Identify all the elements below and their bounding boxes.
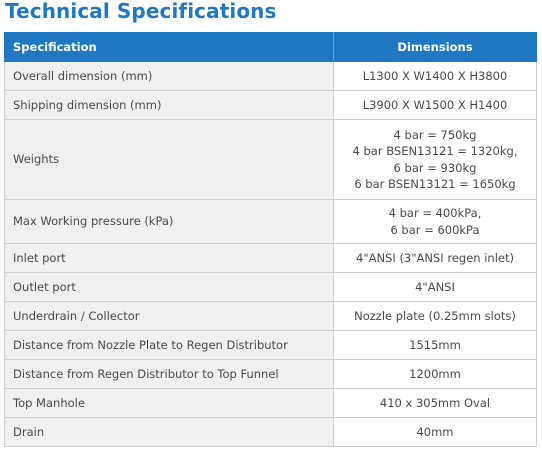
table-row — [5, 62, 537, 91]
row-label: Weights — [5, 120, 334, 200]
value-line: 6 bar = 600kPa — [390, 222, 480, 237]
row-label: Shipping dimension (mm) — [5, 91, 334, 120]
row-label: Overall dimension (mm) — [5, 62, 334, 91]
row-value — [334, 200, 537, 244]
value-line: 6 bar = 930kg — [393, 160, 477, 175]
value-line: 4 bar = 400kPa, — [388, 206, 482, 220]
row-label: Outlet port — [5, 273, 334, 302]
row-label: Underdrain / Collector — [5, 302, 334, 331]
table-row — [5, 360, 537, 389]
row-value — [334, 120, 537, 200]
value-line: L1300 X W1400 X H3800 — [362, 68, 508, 83]
table-row — [5, 273, 537, 302]
table-row — [5, 331, 537, 360]
table-row — [5, 200, 537, 244]
row-value — [334, 91, 537, 120]
value-line: 410 x 305mm Oval — [379, 395, 491, 410]
table-row — [5, 244, 537, 273]
header-specification: Specification — [5, 33, 334, 62]
value-line: 4"ANSI — [415, 279, 455, 294]
value-line: 1200mm — [409, 366, 461, 381]
value-line: 1515mm — [409, 337, 461, 352]
value-line: 4 bar = 750kg — [393, 127, 477, 142]
value-line: Nozzle plate (0.25mm slots) — [354, 308, 516, 323]
page-title: Technical Specifications — [5, 0, 277, 23]
row-value — [334, 360, 537, 389]
table-header-row — [5, 33, 537, 62]
table-row — [5, 120, 537, 200]
value-line: 40mm — [416, 424, 454, 439]
table-row — [5, 91, 537, 120]
row-value — [334, 302, 537, 331]
row-label: Inlet port — [5, 244, 334, 273]
table-row — [5, 418, 537, 447]
row-label: Drain — [5, 418, 334, 447]
value-line: 4"ANSI (3"ANSI regen inlet) — [356, 250, 514, 265]
row-value — [334, 331, 537, 360]
row-label: Max Working pressure (kPa) — [5, 200, 334, 244]
value-line: L3900 X W1500 X H1400 — [362, 97, 508, 112]
row-value — [334, 62, 537, 91]
spec-table — [4, 32, 537, 447]
row-value — [334, 273, 537, 302]
value-line: 6 bar BSEN13121 = 1650kg — [354, 177, 516, 191]
table-row — [5, 302, 537, 331]
row-label: Top Manhole — [5, 389, 334, 418]
row-value — [334, 244, 537, 273]
row-label: Distance from Regen Distributor to Top Funnel — [5, 360, 334, 389]
table-row — [5, 389, 537, 418]
row-value — [334, 389, 537, 418]
row-value — [334, 418, 537, 447]
header-dimensions: Dimensions — [334, 33, 537, 62]
row-label: Distance from Nozzle Plate to Regen Distributor — [5, 331, 334, 360]
value-line: 4 bar BSEN13121 = 1320kg, — [352, 144, 518, 158]
